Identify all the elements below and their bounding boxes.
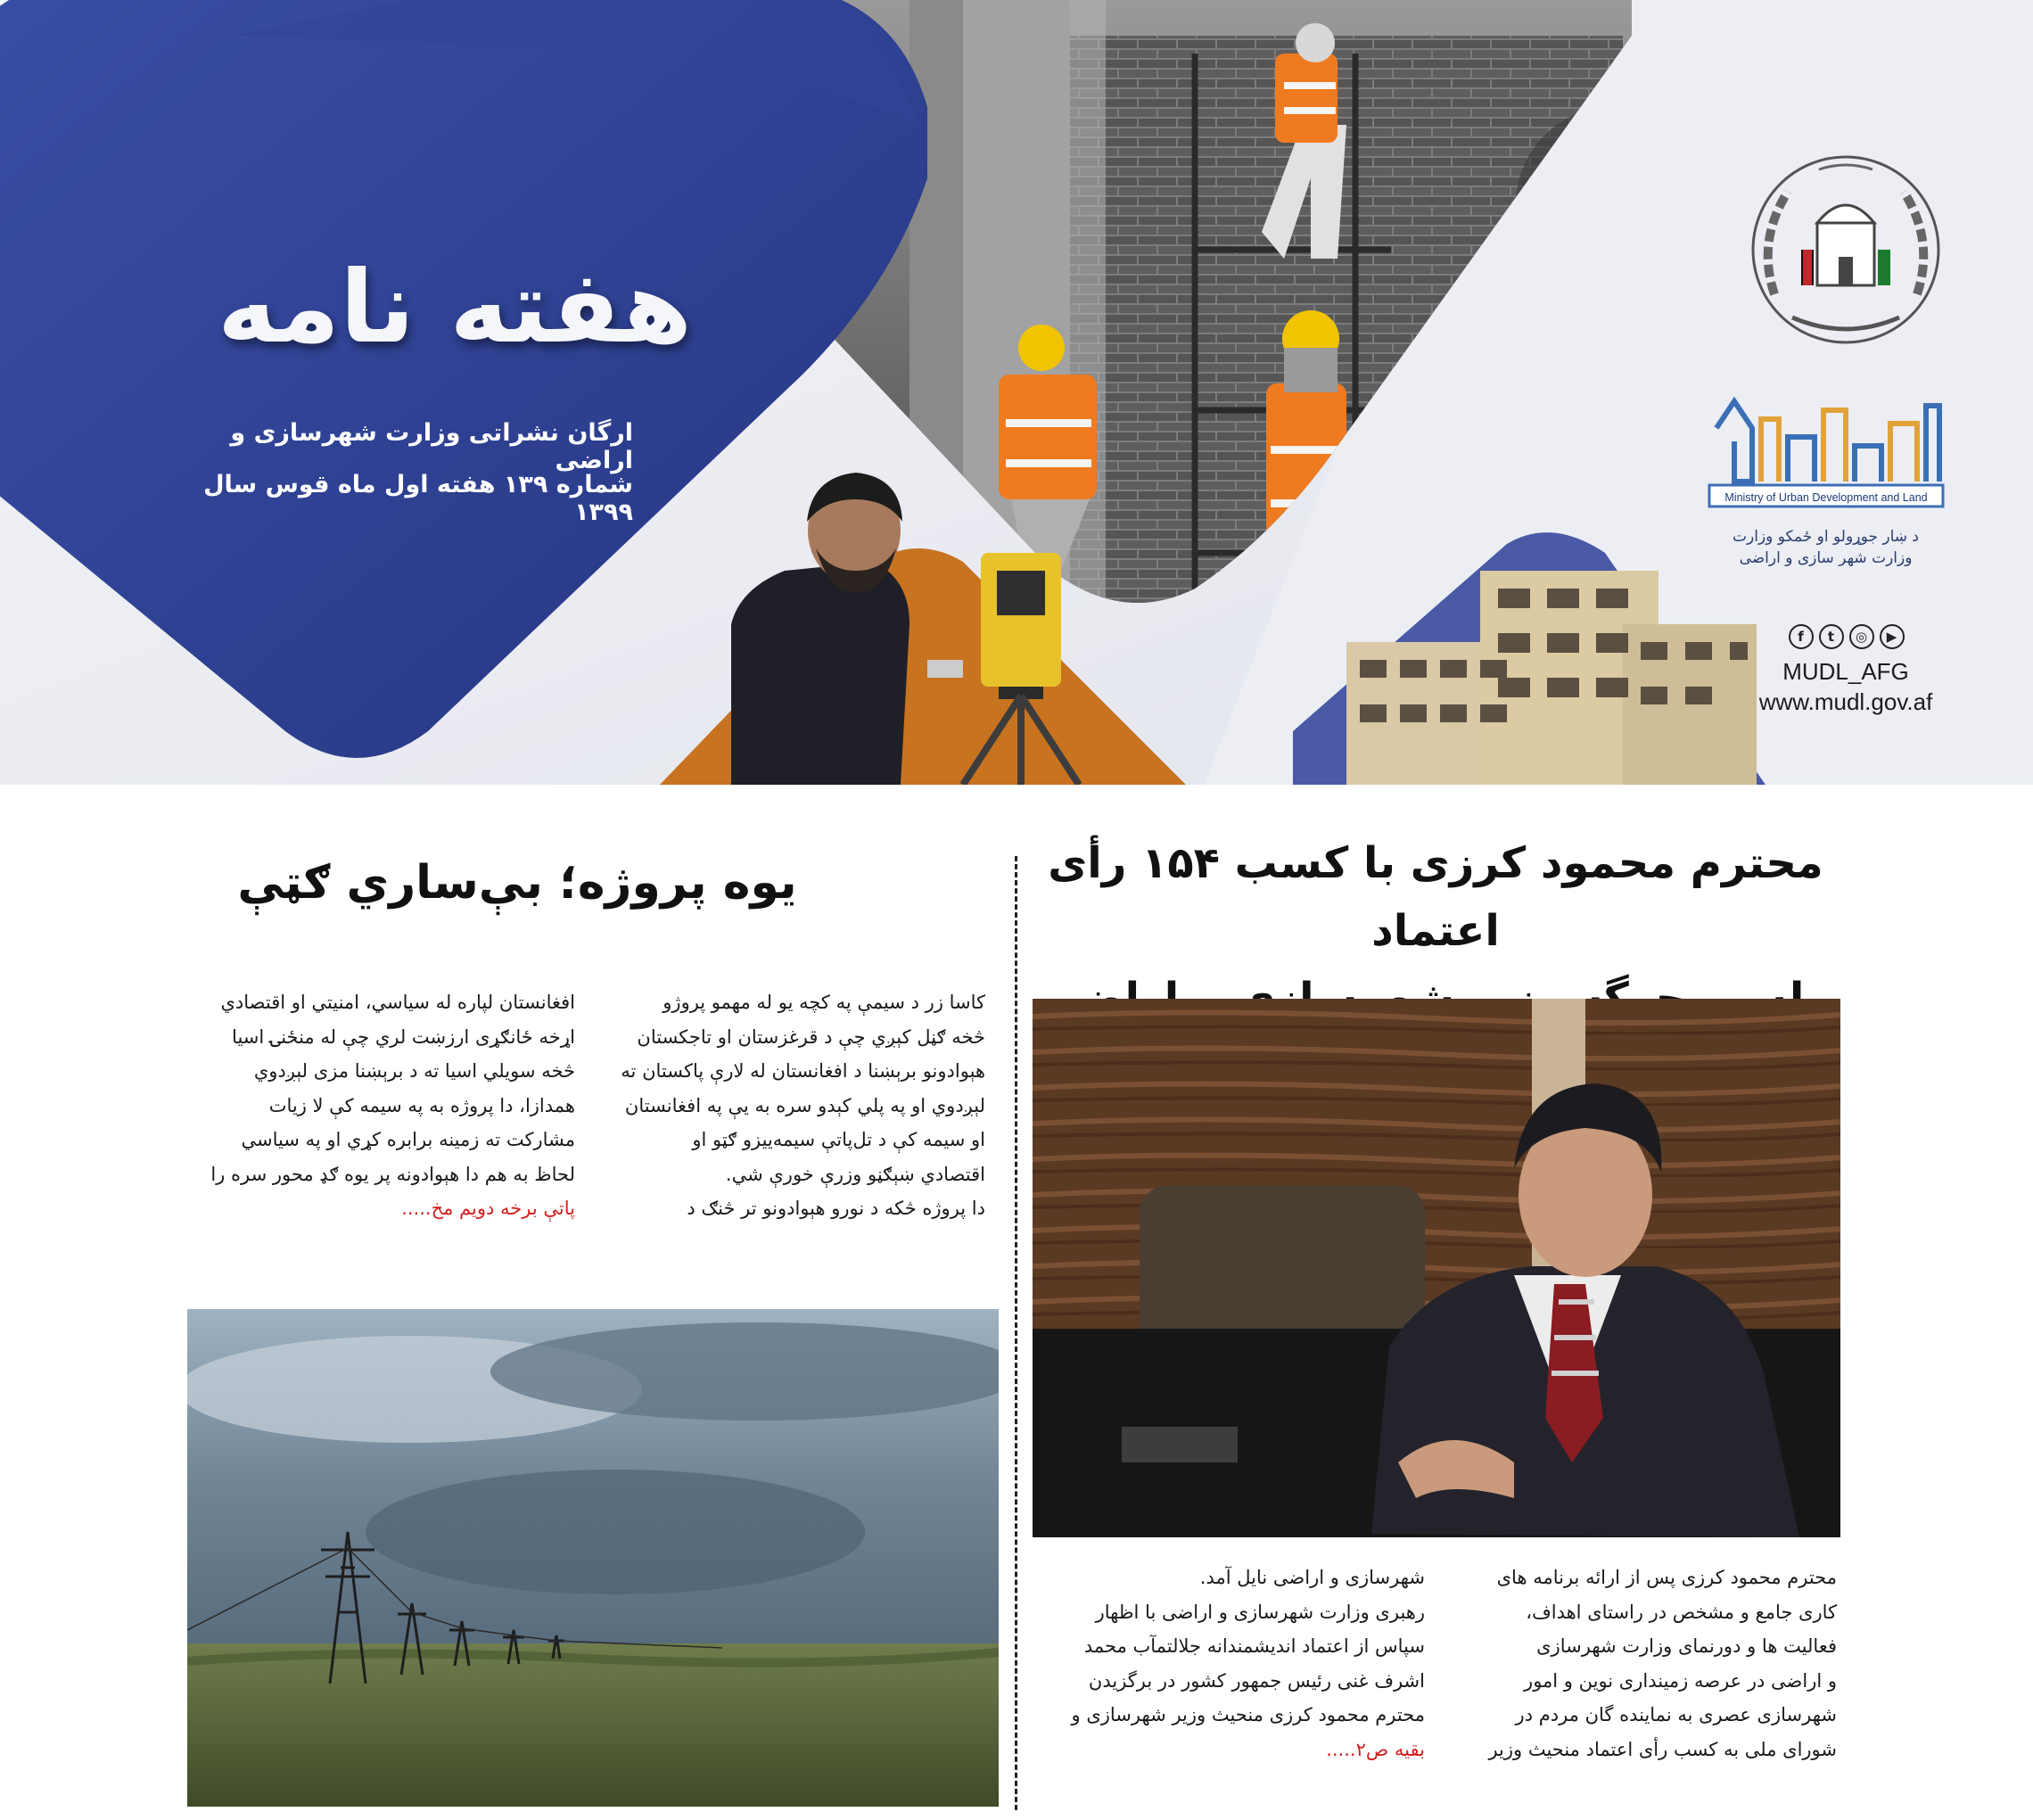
article-right-col1 [1409, 1561, 1837, 1766]
facebook-icon[interactable]: f [1789, 624, 1814, 649]
social-icons [1782, 624, 1911, 653]
headline-left: یوه پروژه؛ بې‌ساري ګټې [237, 856, 797, 910]
website-link[interactable]: www.mudl.gov.af [1758, 688, 1933, 715]
text-line: کاسا زر د سیمې په کچه یو له مهمو پروژو [663, 992, 985, 1013]
instagram-icon[interactable]: ◎ [1849, 624, 1874, 649]
masthead-title: هفته نامه [217, 250, 693, 366]
continued-link[interactable]: پاتې برخه دویم مخ..... [401, 1198, 575, 1219]
text-line: لحاظ به هم دا هېوادونه پر یوه ګډ محور سره را [210, 1163, 575, 1185]
masthead-issue-info: شماره ۱۳۹ هفته اول ماه قوس سال ۱۳۹۹ [203, 471, 633, 526]
text-line: اشرف غنی رئیس جمهور کشور در برگزیدن [1088, 1669, 1425, 1692]
text-line: محترم محمود کرزی منحیث وزیر شهرسازی و [1071, 1704, 1425, 1725]
continued-link[interactable]: بقیه ص۲..... [1326, 1738, 1425, 1760]
text-line: او سیمه کې د تل‌پاتې سیمه‌ییزو ګټو او [692, 1129, 985, 1150]
ministry-pashto-name: د ښار جوړولو او ځمکو وزارت [1733, 528, 1919, 546]
youtube-icon[interactable]: ▶ [1880, 624, 1905, 649]
social-handle[interactable]: MUDL_AFG [1782, 658, 1909, 685]
text-line: شهرسازی و اراضی نایل آمد. [1199, 1567, 1425, 1588]
article-right-col2 [1033, 1561, 1425, 1766]
text-line: اړخه ځانګړی ارزښت لري چې له منځنۍ اسیا [232, 1025, 575, 1048]
text-line: همدازا، دا پروژه به په سیمه کې لا زیات [268, 1094, 575, 1116]
text-line: هېوادونو برېښنا د افغانستان له لارې پاکستان ته [621, 1060, 985, 1082]
text-line: مشارکت ته زمینه برابره کړي او په سیاسي [241, 1129, 575, 1150]
ministry-caption [1699, 526, 1953, 569]
headline-right-line1: محترم محمود کرزی با کسب ۱۵۴ رأی اعتماد [1048, 838, 1823, 956]
text-line: دا پروژه څکه د نورو هېوادونو تر څنګ د [687, 1198, 985, 1219]
column-divider [1015, 856, 1017, 1810]
ministry-english-name: Ministry of Urban Development and Land [1724, 491, 1928, 504]
twitter-icon[interactable]: t [1819, 624, 1844, 649]
text-line: څخه سویلي اسیا ته د برېښنا مزی لېږدوي [253, 1060, 575, 1082]
text-line: سپاس از اعتماد اندیشمندانه جلالتمآب محمد [1083, 1635, 1425, 1657]
article-left-col2 [178, 985, 575, 1226]
text-line: محترم محمود کرزی پس از ارائه برنامه های [1496, 1567, 1837, 1588]
afghanistan-emblem-icon [1739, 143, 1953, 357]
text-line: لېږدوي او په پلي کېدو سره به یې په افغانستان [624, 1094, 985, 1116]
masthead-banner [0, 0, 2033, 785]
text-line: څخه ګڼل کېږي چې د قرغزستان او تاجکستان [637, 1025, 985, 1048]
text-line: و اراضی در عرصه زمینداری نوین و امور [1524, 1669, 1837, 1692]
text-line: شهرسازی عصری به نماینده گان مردم در [1515, 1704, 1837, 1725]
text-line: اقتصادي ښېګڼو وزرې خورې شي. [725, 1163, 985, 1185]
masthead-subtitle-organ: ارگان نشراتی وزارت شهرسازی و اراضی [230, 419, 633, 474]
text-line: رهبری وزارت شهرسازی و اراضی با اظهار [1095, 1601, 1425, 1623]
text-line: افغانستان لپاره له سیاسي، امنیتي او اقتصادي [220, 992, 575, 1013]
power-lines-photo [187, 1309, 999, 1807]
text-line: شورای ملی به کسب رأی اعتماد منحیث وزیر [1488, 1738, 1837, 1760]
minister-photo [1033, 999, 1840, 1537]
ministry-dari-name: وزارت شهر سازی و اراضی [1739, 549, 1913, 567]
article-left-col1 [588, 985, 985, 1226]
text-line: فعالیت ها و دورنمای وزارت شهرسازی [1536, 1635, 1837, 1657]
text-line: کاری جامع و مشخص در راستای اهداف، [1526, 1601, 1837, 1623]
